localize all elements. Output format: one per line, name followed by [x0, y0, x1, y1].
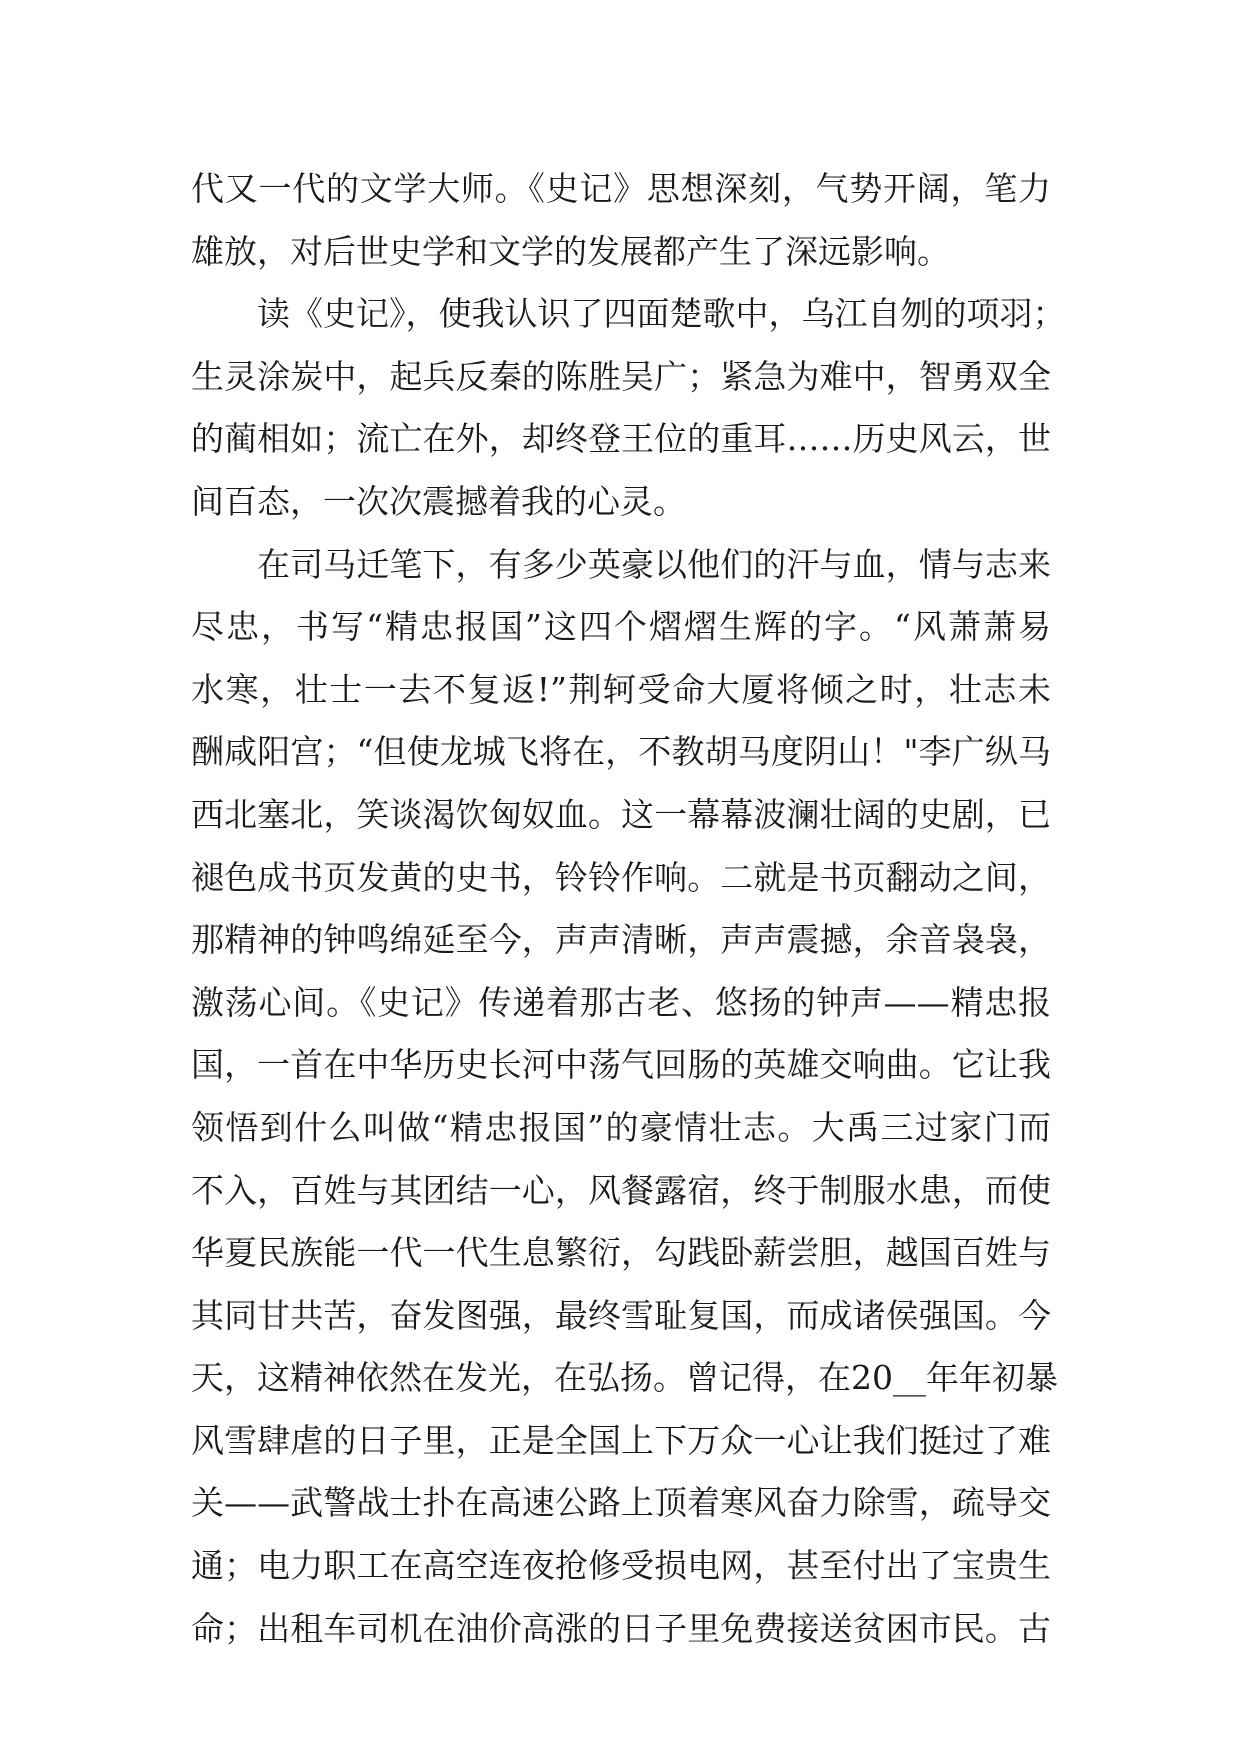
text-line: 那精神的钟鸣绵延至今，声声清晰，声声震撼，余音袅袅，	[191, 920, 1051, 960]
text-line: 国，一首在中华历史长河中荡气回肠的英雄交响曲。它让我	[191, 1045, 1051, 1085]
text-line: 关——武警战士扑在高速公路上顶着寒风奋力除雪，疏导交	[191, 1483, 1051, 1523]
text-line: 命；出租车司机在油价高涨的日子里免费接送贫困市民。古	[191, 1608, 1051, 1648]
text-line: 领悟到什么叫做“精忠报国”的豪情壮志。大禹三过家门而	[191, 1107, 1051, 1147]
text-line: 水寒，壮士一去不复返!”荆轲受命大厦将倾之时，壮志未	[191, 669, 1051, 709]
text-line: 读《史记》，使我认识了四面楚歌中，乌江自刎的项羽；	[257, 294, 1066, 334]
text-line: 其同甘共苦，奋发图强，最终雪耻复国，而成诸侯强国。今	[191, 1295, 1051, 1335]
text-line: 激荡心间。《史记》传递着那古老、悠扬的钟声——精忠报	[191, 982, 1051, 1022]
text-line: 风雪肆虐的日子里，正是全国上下万众一心让我们挺过了难	[191, 1420, 1051, 1460]
text-line: 代又一代的文学大师。《史记》思想深刻，气势开阔，笔力	[191, 169, 1051, 208]
text-line: 不入，百姓与其团结一心，风餐露宿，终于制服水患，而使	[191, 1170, 1051, 1210]
text-line: 尽忠，书写“精忠报国”这四个熠熠生辉的字。“风萧萧易	[191, 607, 1051, 647]
body-text	[191, 158, 1066, 1660]
text-line: 酬咸阳宫；“但使龙城飞将在，不教胡马度阴山！"李广纵马	[191, 732, 1051, 772]
text-line: 天，这精神依然在发光，在弘扬。曾记得，在20__年年初暴	[191, 1358, 1058, 1398]
text-line: 华夏民族能一代一代生息繁衍，勾践卧薪尝胆，越国百姓与	[191, 1233, 1051, 1273]
text-line: 雄放，对后世史学和文学的发展都产生了深远影响。	[191, 231, 950, 271]
text-line: 西北塞北，笑谈渴饮匈奴血。这一幕幕波澜壮阔的史剧，已	[191, 794, 1051, 834]
text-line: 在司马迁笔下，有多少英豪以他们的汗与血，情与志来	[257, 544, 1051, 584]
text-line: 褪色成书页发黄的史书，铃铃作响。二就是书页翻动之间，	[191, 857, 1051, 897]
text-line: 的蔺相如；流亡在外，却终登王位的重耳……历史风云，世	[191, 419, 1051, 459]
text-line: 生灵涂炭中，起兵反秦的陈胜吴广；紧急为难中，智勇双全	[191, 356, 1051, 396]
text-line: 间百态，一次次震撼着我的心灵。	[191, 481, 686, 521]
text-line: 通；电力职工在高空连夜抢修受损电网，甚至付出了宝贵生	[191, 1546, 1051, 1586]
